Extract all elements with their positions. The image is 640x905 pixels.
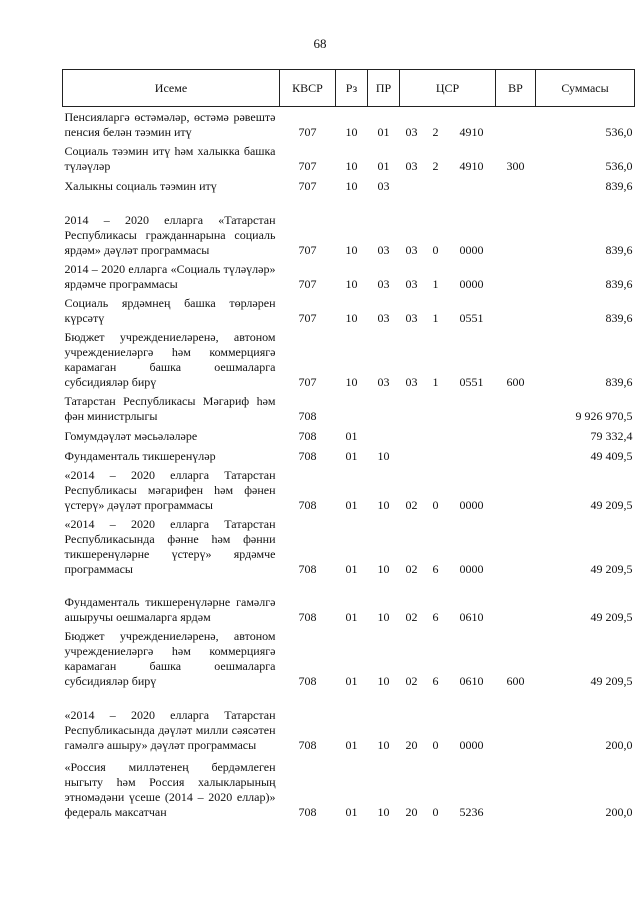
row-kvsr: 708: [298, 805, 317, 819]
row-sum: 49 209,5: [590, 498, 633, 512]
row-csr-code: 5236: [459, 805, 484, 819]
row-vr: [496, 391, 536, 425]
row-sum: 200,0: [605, 805, 633, 819]
row-rz: 10: [345, 179, 358, 193]
row-csr-subprogram: [424, 175, 448, 195]
row-rz: 01: [345, 674, 358, 688]
header-vr: ВР: [496, 70, 536, 107]
row-kvsr: 707: [298, 179, 317, 193]
row-vr: 300: [506, 159, 525, 173]
row-csr-subprogram: 1: [432, 375, 439, 389]
row-kvsr: 707: [298, 243, 317, 257]
row-csr-code: [448, 175, 496, 195]
row-rz: 01: [345, 610, 358, 624]
row-pr: 10: [377, 674, 390, 688]
row-pr: 03: [377, 311, 390, 325]
row-csr-subprogram: 1: [432, 311, 439, 325]
row-csr-subprogram: [424, 425, 448, 445]
row-csr-program: [400, 391, 424, 425]
row-sum: 839,6: [605, 375, 633, 389]
row-name: 2014 – 2020 елларга «Татарстан Республикасы гражданнарына социаль ярдәм» дәүләт программасы: [64, 213, 276, 257]
row-name: Халыкны социаль тәэмин итү: [64, 179, 217, 193]
row-pr: 03: [377, 243, 390, 257]
row-vr: [496, 293, 536, 327]
row-rz: 10: [345, 159, 358, 173]
row-vr: [496, 514, 536, 578]
row-kvsr: 707: [298, 311, 317, 325]
row-sum: 79 332,4: [590, 429, 633, 443]
row-kvsr: 708: [298, 429, 317, 443]
row-csr-program: 03: [405, 375, 418, 389]
row-csr-program: 03: [405, 277, 418, 291]
row-csr-program: 03: [405, 243, 418, 257]
row-name: «Россия милләтенең бердәмлеген ныгыту һәм Россия халыкларының этномәдәни үсеше (2014 – 2020 еллар)» федераль максатчан: [64, 760, 276, 819]
row-rz: 10: [345, 243, 358, 257]
row-csr-code: 0000: [459, 277, 484, 291]
row-kvsr: 707: [298, 125, 317, 139]
row-vr: [496, 107, 536, 142]
row-csr-code: 0000: [459, 243, 484, 257]
table-row: [63, 195, 635, 259]
row-csr-program: 03: [405, 311, 418, 325]
row-csr-code: [448, 425, 496, 445]
table-row: [63, 626, 635, 690]
row-rz: 10: [345, 311, 358, 325]
header-name: Исеме: [63, 70, 280, 107]
row-kvsr: 708: [298, 738, 317, 752]
row-pr: 10: [377, 449, 390, 463]
table-row: [63, 141, 635, 175]
row-csr-program: [400, 425, 424, 445]
row-csr-subprogram: 0: [432, 243, 439, 257]
row-pr: [368, 425, 400, 445]
row-csr-code: 4910: [459, 125, 484, 139]
row-name: «2014 – 2020 елларга Татарстан Республикасында фәнне һәм фәнни тикшеренүләрне үстерү» ярдәмче программасы: [64, 517, 276, 576]
row-rz: [336, 391, 368, 425]
row-name: Фундаменталь тикшеренүләр: [64, 449, 216, 463]
row-rz: 01: [345, 449, 358, 463]
row-pr: 03: [377, 277, 390, 291]
row-csr-program: 02: [405, 562, 418, 576]
row-sum: 839,6: [605, 311, 633, 325]
row-csr-program: 03: [405, 125, 418, 139]
row-kvsr: 708: [298, 562, 317, 576]
row-vr: [496, 465, 536, 514]
row-sum: 536,0: [605, 125, 633, 139]
table-row: [63, 175, 635, 195]
row-csr-code: [448, 391, 496, 425]
row-kvsr: 707: [298, 277, 317, 291]
row-kvsr: 708: [298, 674, 317, 688]
row-name: 2014 – 2020 елларга «Социаль түләүләр» ярдәмче программасы: [64, 262, 276, 291]
row-sum: 536,0: [605, 159, 633, 173]
row-csr-subprogram: 6: [432, 674, 439, 688]
row-sum: 49 209,5: [590, 674, 633, 688]
row-csr-subprogram: 0: [432, 498, 439, 512]
header-kvsr: КВСР: [280, 70, 336, 107]
header-csr: ЦСР: [400, 70, 496, 107]
header-pr: ПР: [368, 70, 400, 107]
row-name: Бюджет учреждениеләренә, автоном учреждениеләргә һәм коммерциягә карамаган башка оешмаларга субсидияләр бирү: [64, 629, 276, 688]
row-name: Гомумдәүләт мәсьәләләре: [64, 429, 198, 443]
row-vr: [496, 195, 536, 259]
row-pr: 01: [377, 159, 390, 173]
row-sum: 49 409,5: [590, 449, 633, 463]
table-header-row: [63, 70, 635, 107]
row-rz: 01: [345, 738, 358, 752]
table-row: [63, 293, 635, 327]
row-kvsr: 707: [298, 375, 317, 389]
row-kvsr: 708: [298, 498, 317, 512]
row-rz: 10: [345, 125, 358, 139]
row-sum: 839,6: [605, 277, 633, 291]
row-csr-subprogram: 1: [432, 277, 439, 291]
row-csr-code: 0000: [459, 738, 484, 752]
row-rz: 01: [345, 562, 358, 576]
row-csr-subprogram: 2: [432, 125, 439, 139]
row-vr: [496, 259, 536, 293]
row-name: «2014 – 2020 елларга Татарстан Республикасы мәгарифен һәм фәнен үстерү» дәүләт программасы: [64, 468, 276, 512]
budget-table: [62, 69, 635, 821]
row-vr: 600: [506, 674, 525, 688]
row-csr-program: 02: [405, 610, 418, 624]
row-csr-code: 0610: [459, 674, 484, 688]
table-row: [63, 425, 635, 445]
row-name: Пенсияларгә өстәмәләр, өстәмә рәвештә пенсия белән тәэмин итү: [64, 110, 276, 139]
row-vr: [496, 578, 536, 626]
row-csr-subprogram: [424, 391, 448, 425]
row-name: Социаль ярдәмнең башка төрләрен күрсәтү: [64, 296, 276, 325]
row-vr: [496, 754, 536, 821]
row-csr-code: 4910: [459, 159, 484, 173]
row-vr: 600: [506, 375, 525, 389]
row-pr: [368, 391, 400, 425]
row-sum: 200,0: [605, 738, 633, 752]
row-csr-program: 03: [405, 159, 418, 173]
row-sum: 839,6: [605, 243, 633, 257]
table-row: [63, 391, 635, 425]
table-row: [63, 445, 635, 465]
row-kvsr: 708: [298, 610, 317, 624]
row-csr-program: 02: [405, 674, 418, 688]
row-name: «2014 – 2020 елларга Татарстан Республикасында дәүләт милли сәясәтен гамәлгә ашыру» дәүләт программасы: [64, 708, 276, 752]
row-csr-subprogram: 6: [432, 562, 439, 576]
row-rz: 01: [345, 498, 358, 512]
row-csr-code: 0551: [459, 311, 484, 325]
row-csr-subprogram: 0: [432, 805, 439, 819]
table-row: [63, 327, 635, 391]
row-pr: 03: [377, 179, 390, 193]
row-csr-program: [400, 175, 424, 195]
table-row: [63, 107, 635, 142]
row-sum: 839,6: [605, 179, 633, 193]
page-number: 68: [313, 36, 327, 51]
row-csr-code: 0000: [459, 498, 484, 512]
row-csr-subprogram: 6: [432, 610, 439, 624]
row-pr: 10: [377, 498, 390, 512]
table-row: [63, 690, 635, 754]
row-pr: 10: [377, 562, 390, 576]
row-rz: 10: [345, 375, 358, 389]
row-name: Социаль тәэмин итү һәм халыкка башка түләүләр: [64, 144, 276, 173]
table-row: [63, 578, 635, 626]
row-sum: 49 209,5: [590, 562, 633, 576]
row-vr: [496, 425, 536, 445]
row-kvsr: 707: [298, 159, 317, 173]
row-rz: 01: [345, 805, 358, 819]
table-row: [63, 259, 635, 293]
row-csr-subprogram: 0: [432, 738, 439, 752]
row-csr-code: 0551: [459, 375, 484, 389]
header-rz: Рз: [336, 70, 368, 107]
row-csr-program: 20: [405, 738, 418, 752]
row-vr: [496, 690, 536, 754]
row-pr: 10: [377, 738, 390, 752]
row-csr-code: 0610: [459, 610, 484, 624]
row-sum: 49 209,5: [590, 610, 633, 624]
table-row: [63, 514, 635, 578]
row-vr: [496, 445, 536, 465]
row-rz: 01: [345, 429, 358, 443]
header-sum: Суммасы: [536, 70, 635, 107]
row-pr: 10: [377, 805, 390, 819]
row-csr-code: 0000: [459, 562, 484, 576]
row-pr: 10: [377, 610, 390, 624]
row-kvsr: 708: [298, 409, 317, 423]
table-row: [63, 754, 635, 821]
row-name: Фундаменталь тикшеренүләрне гамәлгә ашыручы оешмаларга ярдәм: [64, 595, 276, 624]
row-pr: 03: [377, 375, 390, 389]
row-csr-program: 02: [405, 498, 418, 512]
row-vr: [496, 175, 536, 195]
row-name: Татарстан Республикасы Мәгариф һәм фән министрлыгы: [64, 394, 276, 423]
row-csr-subprogram: [424, 445, 448, 465]
row-csr-code: [448, 445, 496, 465]
row-kvsr: 708: [298, 449, 317, 463]
row-csr-program: 20: [405, 805, 418, 819]
table-row: [63, 465, 635, 514]
row-sum: 9 926 970,5: [575, 409, 633, 423]
row-csr-program: [400, 445, 424, 465]
row-pr: 01: [377, 125, 390, 139]
row-name: Бюджет учреждениеләренә, автоном учреждениеләргә һәм коммерциягә карамаган башка оешмаларга субсидияләр бирү: [64, 330, 276, 389]
row-csr-subprogram: 2: [432, 159, 439, 173]
row-rz: 10: [345, 277, 358, 291]
